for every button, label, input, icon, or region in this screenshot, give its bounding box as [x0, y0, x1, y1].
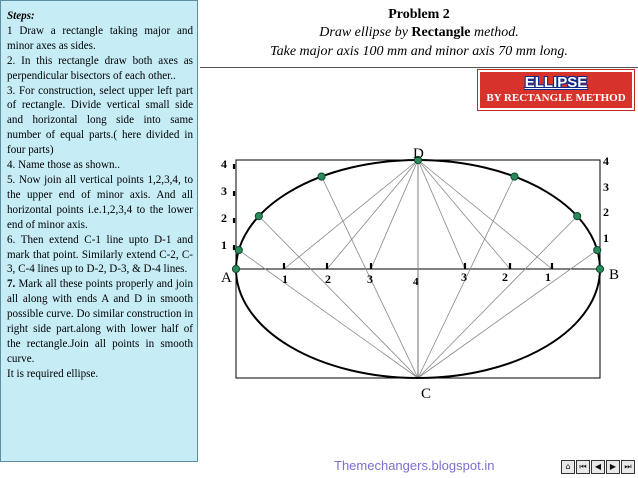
- first-icon[interactable]: ⏮: [576, 460, 590, 474]
- navigation-bar: [561, 460, 635, 474]
- construction-line-d-0: [284, 160, 418, 269]
- next-icon[interactable]: ▶: [606, 460, 620, 474]
- ellipse-point-3: [318, 173, 325, 180]
- problem-line-1-bold: Rectangle: [411, 25, 471, 40]
- label-c: C: [421, 386, 432, 402]
- ellipse-point-8: [596, 265, 603, 272]
- label-bottom-left-1: 1: [282, 272, 288, 286]
- construction-line-d-6: [418, 160, 552, 269]
- prev-icon[interactable]: ◀: [591, 460, 605, 474]
- construction-line-d-4: [418, 160, 465, 269]
- construction-line-d-1: [327, 160, 418, 269]
- ellipse-point-5: [511, 173, 518, 180]
- label-right-3: 3: [603, 180, 609, 194]
- steps-title: Steps:: [7, 10, 35, 22]
- label-a: A: [221, 270, 232, 286]
- problem-line-1-post: method.: [470, 25, 519, 40]
- step-6: 6. Then extend C-1 line upto D-1 and mark that point. Similarly extend C-2, C-3, C-4 lines up to D-2, D-3, & D-4 lines.: [7, 233, 193, 276]
- label-left-1: 1: [221, 238, 227, 252]
- ellipse-point-6: [574, 213, 581, 220]
- problem-line-2: Take major axis 100 mm and minor axis 70 mm long.: [270, 44, 568, 59]
- badge-title: ELLIPSE: [524, 74, 588, 91]
- badge-subtitle: BY RECTANGLE METHOD: [486, 92, 626, 104]
- step-4: 4. Name those as shown..: [7, 159, 121, 172]
- step-7-text: Mark all these points properly and join all along with ends A and D in smooth possible curve. Do similar construction in right side part.along with lower half of the rectangle.Join all points in smooth curve.: [7, 278, 193, 365]
- problem-line-1-pre: Draw ellipse by: [319, 25, 412, 40]
- label-right-4: 4: [603, 154, 609, 168]
- ellipse-point-1: [235, 246, 242, 253]
- label-bottom-left-2: 2: [325, 272, 331, 286]
- step-7-number: 7.: [7, 278, 16, 291]
- label-bottom-left-3: 3: [367, 272, 373, 286]
- step-3: 3. For construction, select upper left part of rectangle. Divide vertical small side and horizontal long side into same number of equal parts.( here divided in four parts): [7, 84, 193, 157]
- step-2: 2. In this rectangle draw both axes as perpendicular bisectors of each other..: [7, 54, 193, 82]
- label-center-4: 4: [413, 276, 419, 288]
- ellipse-point-2: [255, 213, 262, 220]
- label-b: B: [609, 267, 620, 283]
- label-left-3: 3: [221, 184, 227, 198]
- step-1: 1 Draw a rectangle taking major and minor axes as sides.: [7, 24, 193, 52]
- construction-line-c-1: [259, 216, 418, 378]
- construction-line-c-5: [418, 216, 577, 378]
- label-right-2: 2: [603, 205, 609, 219]
- step-final: It is required ellipse.: [7, 367, 99, 380]
- last-icon[interactable]: ⏭: [621, 460, 635, 474]
- step-5: 5. Now join all vertical points 1,2,3,4, to the upper end of minor axis. And all horizontal points i.e.1,2,3,4 to the lower end of minor axis.: [7, 173, 193, 231]
- label-bottom-right-2: 2: [502, 270, 508, 284]
- home-icon[interactable]: ⌂: [561, 460, 575, 474]
- label-d: D: [413, 146, 424, 162]
- label-bottom-right-1: 1: [545, 270, 551, 284]
- label-left-4: 4: [221, 157, 227, 171]
- ellipse-point-7: [594, 246, 601, 253]
- construction-line-d-2: [371, 160, 418, 269]
- footer-website[interactable]: Themechangers.blogspot.in: [334, 458, 495, 473]
- label-bottom-right-3: 3: [461, 270, 467, 284]
- problem-title: Problem 2: [388, 7, 450, 22]
- ellipse-point-0: [232, 265, 239, 272]
- label-right-1: 1: [603, 231, 609, 245]
- label-left-2: 2: [221, 211, 227, 225]
